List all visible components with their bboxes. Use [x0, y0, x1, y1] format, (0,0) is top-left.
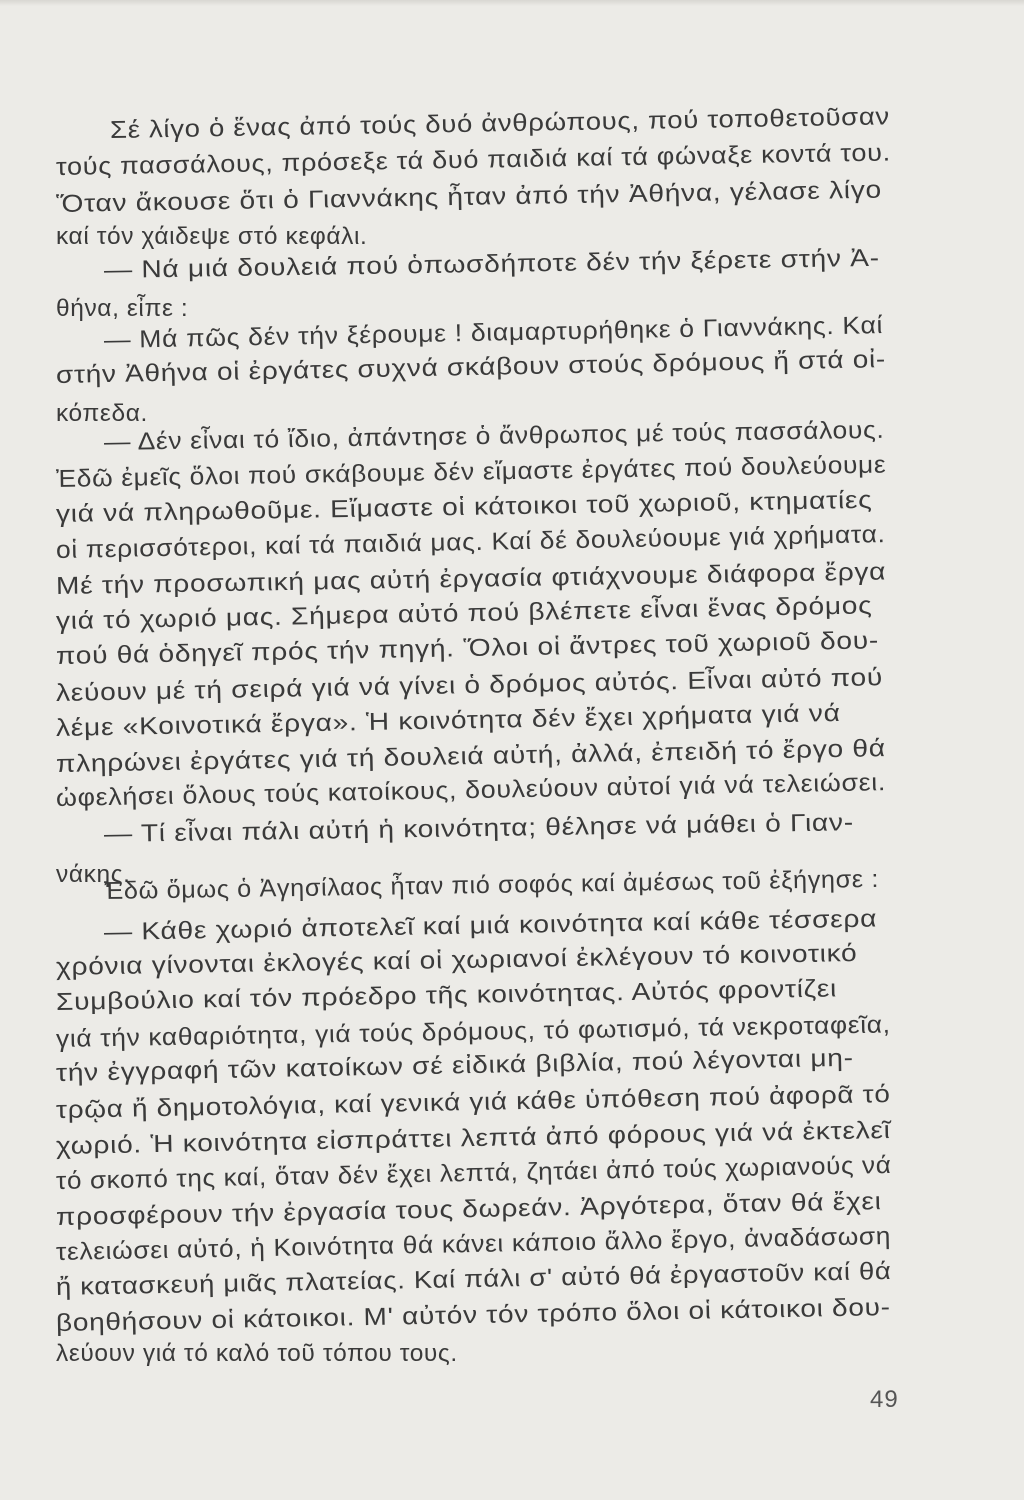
text-line: χρόνια γίνονται ἐκλογές καί οἱ χωριανοί ἐκλέγουν τό κοινοτικό	[55, 940, 858, 981]
text-line: — Νά μιά δουλειά πού ὁπωσδήποτε δέν τήν ξέρετε στήν Ἀ-	[103, 244, 880, 284]
text-line: τήν ἐγγραφή τῶν κατοίκων σέ εἰδικά βιβλία, πού λέγονται μη-	[55, 1044, 854, 1087]
text-line: θήνα, εἶπε :	[56, 295, 189, 322]
text-line: ἤ κατασκευή μιᾶς πλατείας. Καί πάλι σ' αὐτό θά ἐργαστοῦν καί θά	[55, 1257, 892, 1301]
text-line: στήν Ἀθήνα οἱ ἐργάτες συχνά σκάβουν στούς δρόμους ἤ στά οἰ-	[55, 346, 887, 389]
text-line: Σέ λίγο ὁ ἕνας ἀπό τούς δυό ἀνθρώπους, πού τοποθετοῦσαν	[109, 103, 891, 144]
text-line: πληρώνει ἐργάτες γιά τή δουλειά αὐτή, ἀλλά, ἐπειδή τό ἔργο θά	[55, 735, 886, 778]
text-line: τούς πασσάλους, πρόσεξε τά δυό παιδιά καί τά φώναξε κοντά του.	[55, 139, 892, 181]
text-line: Ὅταν ἄκουσε ὅτι ὁ Γιαννάκης ἦταν ἀπό τήν Ἀθήνα, γέλασε λίγο	[55, 176, 883, 218]
text-line: Ἐδῶ ὅμως ὁ Ἀγησίλαος ἦταν πιό σοφός καί ἀμέσως τοῦ ἐξήγησε :	[103, 865, 880, 905]
text-line: βοηθήσουν οἱ κάτοικοι. Μ' αὐτόν τόν τρόπο ὅλοι οἱ κάτοικοι δου-	[55, 1293, 891, 1337]
text-line: Συμβούλιο καί τόν πρόεδρο τῆς κοινότητας. Αὐτός φροντίζει	[55, 975, 838, 1016]
text-line: Μέ τήν προσωπική μας αὐτή ἐργασία φτιάχνουμε διάφορα ἔργα	[55, 558, 887, 600]
text-line: Ἐδῶ ἐμεῖς ὅλοι πού σκάβουμε δέν εἴμαστε ἐργάτες πού δουλεύουμε	[55, 451, 887, 493]
text-line: καί τόν χάιδεψε στό κεφάλι.	[56, 223, 368, 250]
text-line: χωριό. Ἡ κοινότητα εἰσπράττει λεπτά ἀπό φόρους γιά νά ἐκτελεῖ	[55, 1116, 891, 1160]
text-line: γιά τό χωριό μας. Σήμερα αὐτό πού βλέπετε εἶναι ἕνας δρόμος	[55, 592, 873, 635]
text-line: οἱ περισσότεροι, καί τά παιδιά μας. Καί δέ δουλεύουμε γιά χρήματα.	[55, 521, 886, 564]
text-line: λεύουν μέ τή σειρά γιά νά γίνει ὁ δρόμος αὐτός. Εἶναι αὐτό πού	[55, 664, 884, 707]
text-line: γιά νά πληρωθοῦμε. Εἴμαστε οἱ κάτοικοι τοῦ χωριοῦ, κτηματίες	[55, 486, 873, 528]
text-line: τό σκοπό της καί, ὅταν δέν ἔχει λεπτά, ζητάει ἀπό τούς χωριανούς νά	[55, 1151, 892, 1195]
text-line: γιά τήν καθαριότητα, γιά τούς δρόμους, τό φωτισμό, τά νεκροταφεῖα,	[55, 1011, 891, 1053]
text-line: — Τί εἶναι πάλι αὐτή ἡ κοινότητα; θέλησε νά μάθει ὁ Γιαν-	[103, 809, 854, 848]
text-line: λέμε «Κοινοτικά ἔργα». Ἡ κοινότητα δέν ἔχει χρήματα γιά νά	[55, 699, 841, 742]
text-line: — Δέν εἶναι τό ἴδιο, ἀπάντησε ὁ ἄνθρωπος μέ τούς πασσάλους.	[103, 416, 885, 456]
text-line: τελειώσει αὐτό, ἡ Κοινότητα θά κάνει κάποιο ἄλλο ἔργο, ἀναδάσωση	[55, 1222, 892, 1266]
text-line: τρῷα ἤ δημοτολόγια, καί γενικά γιά κάθε ὑπόθεση πού ἀφορᾶ τό	[55, 1080, 891, 1124]
text-line: λεύουν γιά τό καλό τοῦ τόπου τους.	[56, 1340, 458, 1367]
text-line: προσφέρουν τήν ἐργασία τους δωρεάν. Ἀργότερα, ὅταν θά ἔχει	[55, 1188, 882, 1231]
text-line: ὠφελήσει ὅλους τούς κατοίκους, δουλεύουν αὐτοί γιά νά τελειώσει.	[55, 769, 887, 812]
text-line: — Κάθε χωριό ἀποτελεῖ καί μιά κοινότητα καί κάθε τέσσερα	[103, 905, 878, 946]
text-line: νάκης.	[56, 861, 131, 888]
text-line: κόπεδα.	[56, 400, 148, 427]
page-number: 49	[870, 1386, 899, 1413]
text-line: πού θά ὁδηγεῖ πρός τήν πηγή. Ὅλοι οἱ ἄντρες τοῦ χωριοῦ δου-	[55, 627, 880, 670]
text-line: — Μά πῶς δέν τήν ξέρουμε ! διαμαρτυρήθηκε ὁ Γιαννάκης. Καί	[103, 312, 884, 354]
